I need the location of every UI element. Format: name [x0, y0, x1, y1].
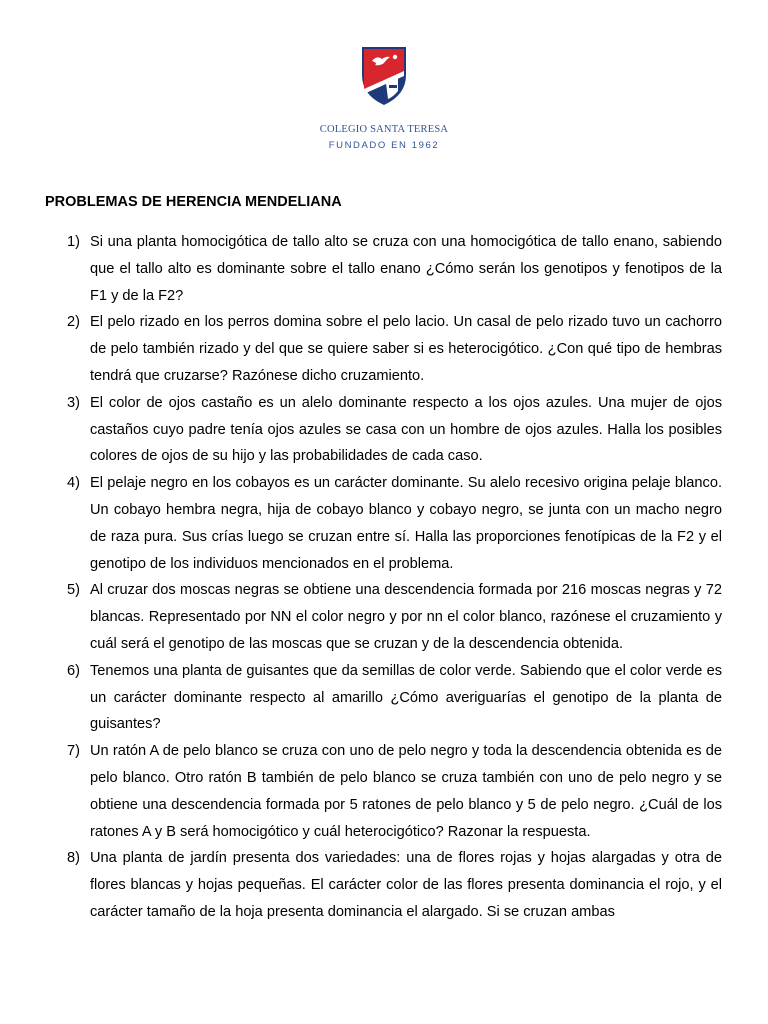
problem-number: 3): [67, 394, 80, 411]
problem-number: 7): [67, 743, 80, 760]
list-item: [67, 390, 722, 470]
list-item: [67, 577, 722, 657]
problem-number: 6): [67, 662, 80, 679]
problem-number: 5): [67, 582, 80, 599]
list-item: [67, 738, 722, 845]
problem-number: 8): [67, 850, 80, 867]
list-item: [67, 845, 722, 925]
problem-list: [0, 229, 768, 926]
problem-text: El pelaje negro en los cobayos es un carácter dominante. Su alelo recesivo origina pelaje blanco. Un cobayo hembra negra, hija de cobayo blanco y cobayo negro, se junta con un macho negro de raza pura. Sus crías luego se cruzan entre sí. Halla las proporciones fenotípicas de la F2 y el genotipo de los individuos mencionados en el problema.: [90, 475, 722, 572]
problem-text: Tenemos una planta de guisantes que da semillas de color verde. Sabiendo que el color verde es un carácter dominante respecto al amarillo ¿Cómo averiguarías el genotipo de la planta de guisantes?: [90, 662, 722, 733]
problem-text: Si una planta homocigótica de tallo alto se cruza con una homocigótica de tallo enano, sabiendo que el tallo alto es dominante sobre el tallo enano ¿Cómo serán los genotipos y fenotipos de la F1 y de la F2?: [90, 234, 722, 304]
list-item: [67, 470, 722, 577]
school-name: COLEGIO SANTA TERESA: [319, 124, 449, 135]
problem-number: 4): [67, 475, 80, 492]
problem-text: Al cruzar dos moscas negras se obtiene una descendencia formada por 216 moscas negras y 72 blancas. Representado por NN el color negro y por nn el color blanco, razónese el cruzamiento y cuál será el genotipo de las moscas que se cruzan y de la descendencia obtenida.: [90, 582, 722, 652]
document-title: PROBLEMAS DE HERENCIA MENDELIANA: [45, 194, 342, 210]
list-item: [67, 309, 722, 389]
problem-text: Un ratón A de pelo blanco se cruza con uno de pelo negro y toda la descendencia obtenida es de pelo blanco. Otro ratón B también de pelo blanco se cruza también con uno de pelo negro y se obtiene una descendencia formada por 5 ratones de pelo blanco y 5 de pelo negro. ¿Cuál de los ratones A y B será homocigótico y cuál heterocigótico? Razonar la respuesta.: [90, 743, 722, 840]
school-crest-icon: [360, 45, 408, 107]
problem-number: 1): [67, 234, 80, 250]
problem-number: 2): [67, 314, 80, 331]
problem-text: Una planta de jardín presenta dos variedades: una de flores rojas y hojas alargadas y otra de flores blancas y hojas pequeñas. El carácter color de las flores presenta dominancia el rojo, y el carácter tamaño de la hoja presenta dominancia el alargado. Si se cruzan ambas: [90, 850, 722, 920]
list-item: [67, 658, 722, 738]
school-founded-text: FUNDADO EN 1962: [328, 140, 440, 151]
list-item: [67, 229, 722, 309]
problem-text: El pelo rizado en los perros domina sobre el pelo lacio. Un casal de pelo rizado tuvo un cachorro de pelo también rizado y del que se quiere saber si es heterocigótico. ¿Con qué tipo de hembras tendrá que cruzarse? Razónese dicho cruzamiento.: [90, 314, 722, 384]
problem-text: El color de ojos castaño es un alelo dominante respecto a los ojos azules. Una mujer de ojos castaños cuyo padre tenía ojos azules se casa con un hombre de ojos azules. Halla los posibles colores de ojos de su hijo y las probabilidades de cada caso.: [90, 394, 722, 465]
